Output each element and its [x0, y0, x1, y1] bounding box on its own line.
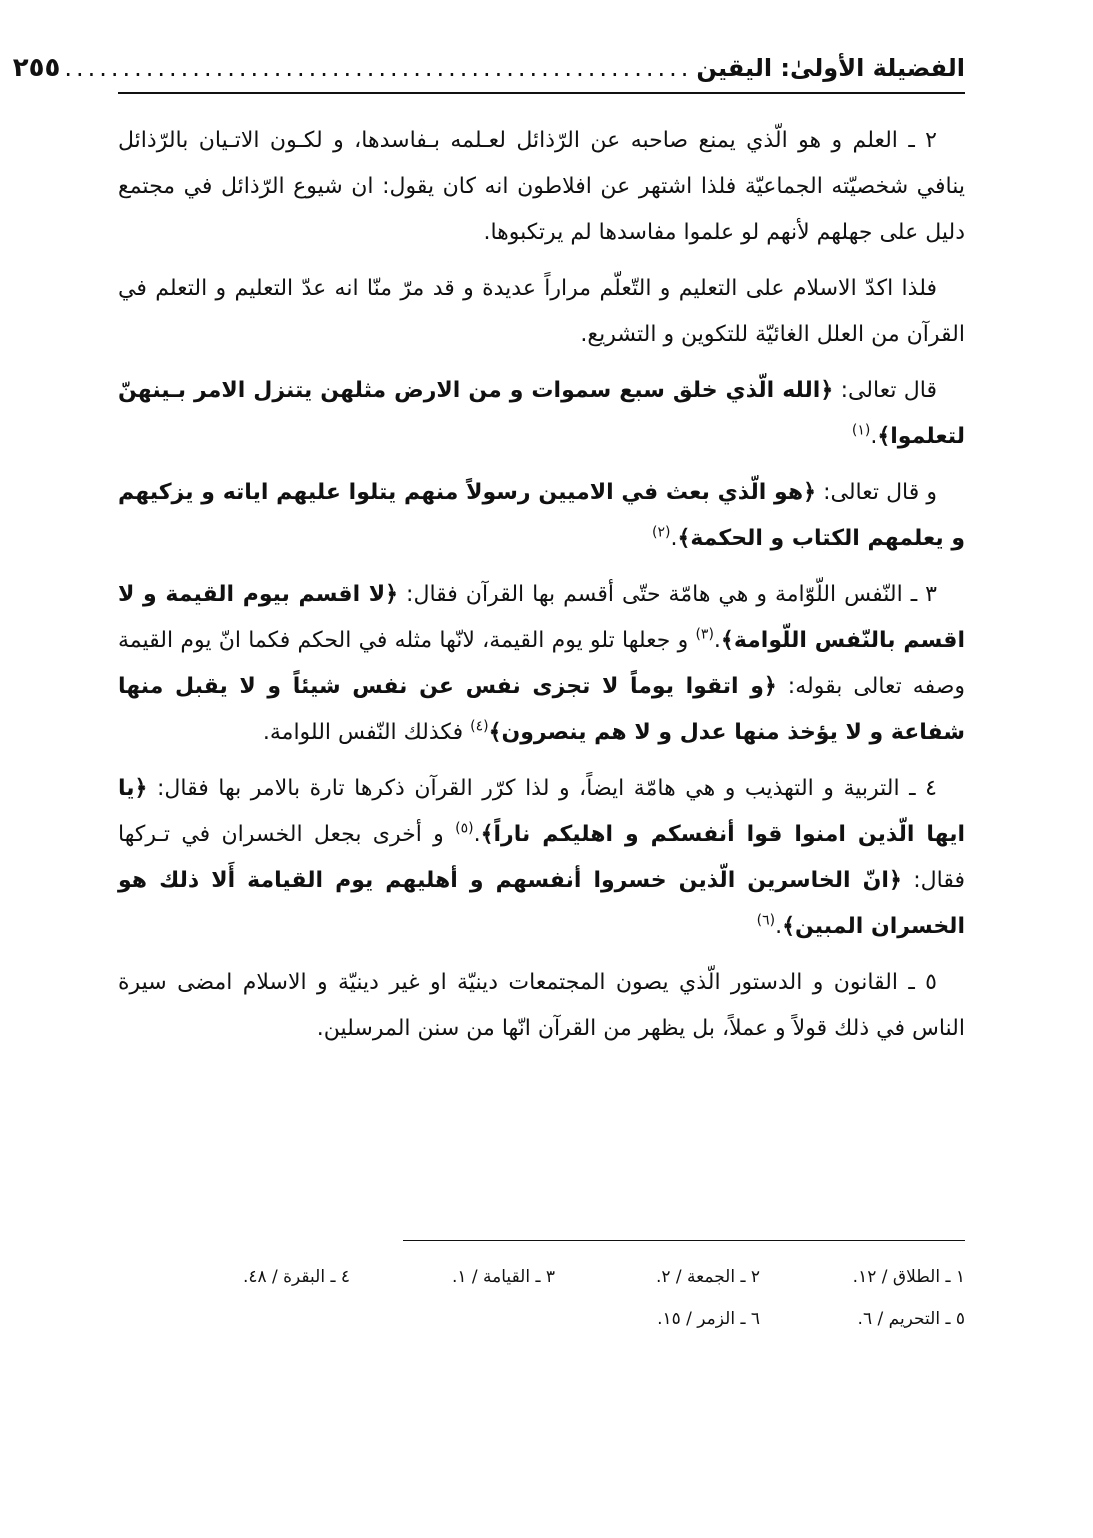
text-run: فلذا اكدّ الاسلام على التعليم و التّعلّم مراراً عديدة و قد مرّ منّا انه عدّ التعليم و التعلم في القرآن من العلل الغائيّة للتكوين و التشريع. [118, 276, 965, 347]
text-run: و أخرى بجعل الخسران في تـركها فقال: [118, 822, 965, 893]
paragraph [118, 766, 965, 950]
page-number: ٢٥٥ [12, 53, 61, 83]
footnote: ٢ ـ الجمعة / ٢. [655, 1267, 760, 1287]
text-run: . [473, 822, 481, 847]
paragraph [118, 368, 965, 460]
quran-quote: ﴿الله الّذي خلق سبع سموات و من الارض مثلهن يتنزل الامر بـينهنّ لتعلموا﴾ [118, 378, 965, 449]
quran-quote: ﴿انّ الخاسرين الّذين خسروا أنفسهم و أهليهم يوم القيامة أَلا ذلك هو الخسران المبين﴾ [118, 868, 965, 939]
text-run: ٤ ـ التربية و التهذيب و هي هامّة ايضاً، و لذا كرّر القرآن ذكرها تارة بالامر بها فقال: [147, 776, 937, 801]
footnote-reference: (٥) [455, 820, 474, 837]
quran-quote: ﴿و اتقوا يوماً لا تجزى نفس عن نفس شيئاً و لا يقبل منها شفاعة و لا يؤخذ منها عدل و لا هم ينصرون﴾ [118, 674, 965, 745]
text-run: ٣ ـ النّفس اللّوّامة و هي هامّة حتّى أقسم بها القرآن فقال: [398, 582, 937, 607]
dot-leader: ...................................................... [64, 54, 693, 82]
footnote: ٦ ـ الزمر / ١٥. [657, 1309, 760, 1329]
footnote-reference: (٤) [470, 718, 489, 735]
text-run: و جعلها تلو يوم القيمة، لانّها مثله في الحكم فكما انّ يوم القيمة وصفه تعالى بقوله: [118, 628, 966, 699]
paragraph [118, 960, 965, 1052]
footnote-reference: (٣) [695, 626, 714, 643]
running-header [12, 44, 965, 94]
text-run: قال تعالى: [833, 378, 937, 403]
footnote: ١ ـ الطلاق / ١٢. [852, 1267, 965, 1287]
paragraph [118, 572, 965, 756]
text-run: . [670, 526, 678, 551]
footnote-reference: (١) [851, 422, 871, 439]
footnote: ٤ ـ البقرة / ٤٨. [242, 1267, 350, 1287]
paragraph [118, 266, 965, 358]
paragraph [118, 118, 965, 256]
text-run: . [775, 914, 783, 939]
text-run: فكذلك النّفس اللوامة. [262, 720, 471, 745]
text-run: ٥ ـ القانون و الدستور الّذي يصون المجتمعات دينيّة او غير دينيّة و الاسلام امضى سيرة الناس في ذلك قولاً و عملاً، بل يظهر من القرآن انّها من سنن المرسلين. [118, 970, 965, 1041]
text-run: . [870, 424, 878, 449]
footnote-separator [403, 1240, 965, 1241]
text-run: و قال تعالى: [815, 480, 938, 505]
footnote-reference: (٢) [651, 524, 671, 541]
quran-quote: ﴿يا ايها الّذين امنوا قوا أنفسكم و اهليكم ناراً﴾ [118, 776, 965, 847]
footnote: ٥ ـ التحريم / ٦. [857, 1309, 965, 1329]
footnote: ٣ ـ القيامة / ١. [451, 1267, 555, 1287]
footnotes [145, 1262, 965, 1334]
quran-quote: ﴿هو الّذي بعث في الاميين رسولاً منهم يتلوا عليهم اياته و يزكيهم و يعلمهم الكتاب و الحكمة﴾ [118, 480, 965, 551]
body-text [118, 110, 965, 1062]
chapter-title: الفضيلة الأولىٰ: اليقين [696, 54, 965, 82]
quran-quote: ﴿لا اقسم بيوم القيمة و لا اقسم بالنّفس اللّوامة﴾ [118, 582, 965, 653]
footnote-reference: (٦) [756, 912, 776, 929]
text-run: . [713, 628, 721, 653]
text-run: ٢ ـ العلم و هو الّذي يمنع صاحبه عن الرّذائل لعـلمه بـفاسدها، و لكـون الاتـيان بالرّذائل ينافي شخصيّته الجماعيّة فلذا اشتهر عن افلاطون انه كان يقول: ان شيوع الرّذائل في مجتمع دليل على جهلهم لأنهم لو علموا مفاسدها لم يرتكبوها. [118, 128, 965, 245]
paragraph [118, 470, 965, 562]
